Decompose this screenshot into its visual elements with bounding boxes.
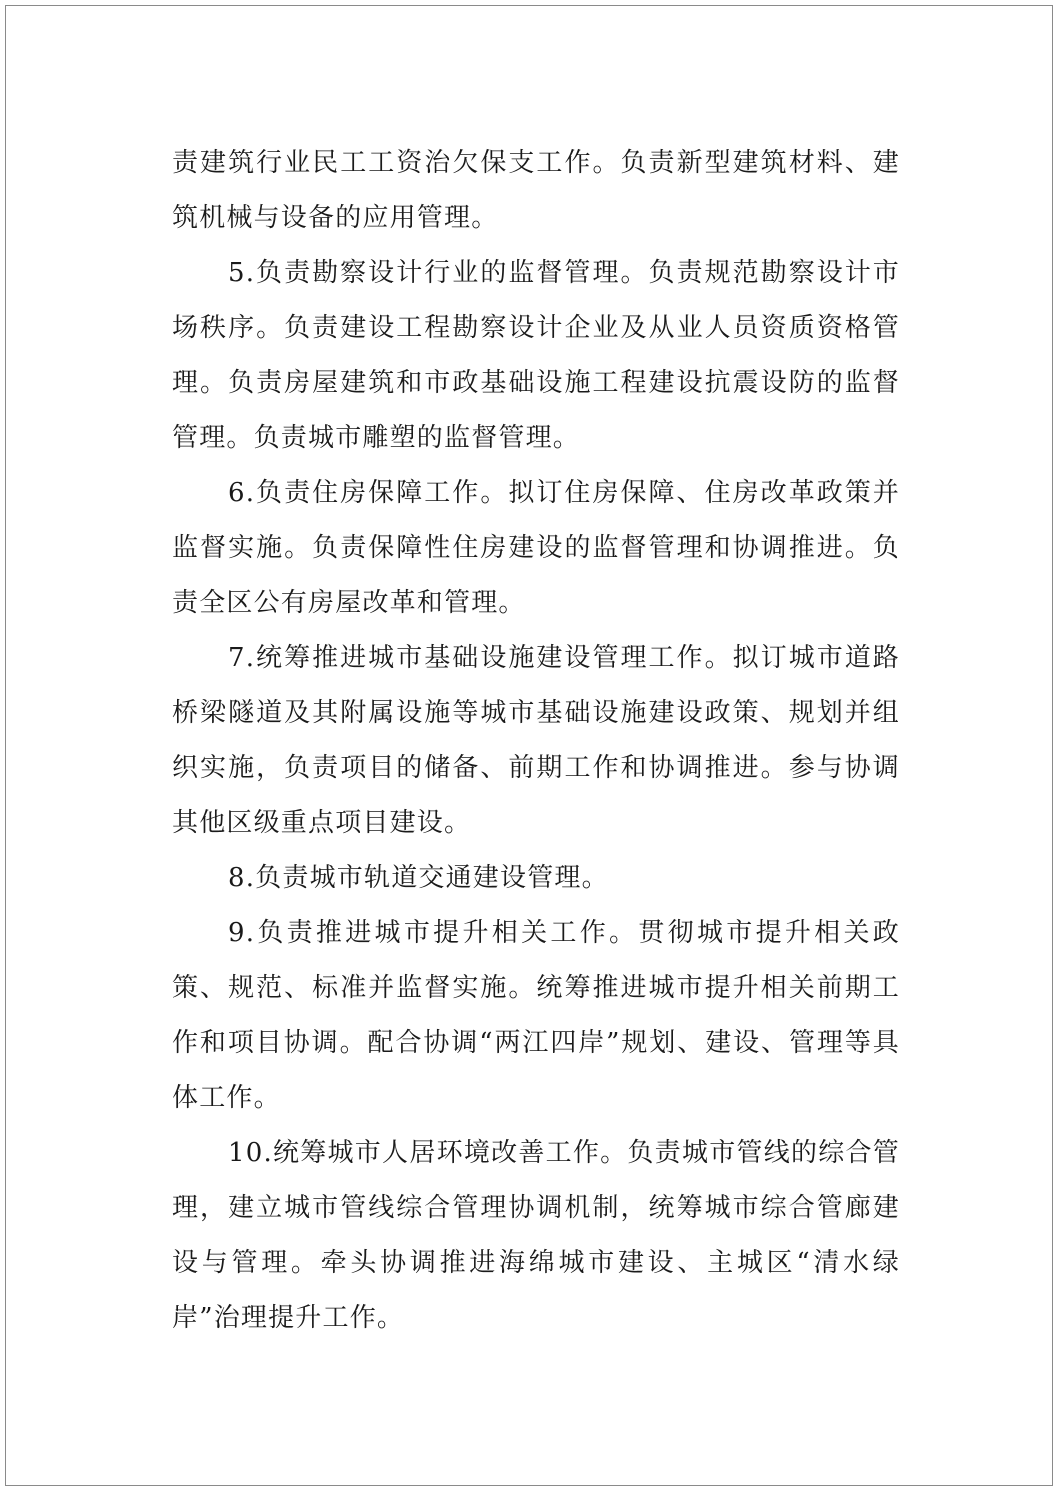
document-body	[172, 136, 900, 1346]
paragraph-item-8: 8.负责城市轨道交通建设管理。	[228, 863, 609, 893]
paragraph-continued: 责建筑行业民工工资治欠保支工作。负责新型建筑材料、建筑机械与设备的应用管理。	[172, 148, 900, 233]
paragraph-item-10: 10.统筹城市人居环境改善工作。负责城市管线的综合管理，建立城市管线综合管理协调机制，统筹城市综合管廊建设与管理。牵头协调推进海绵城市建设、主城区“清水绿岸”治理提升工作。	[172, 1138, 900, 1333]
document-page	[5, 5, 1053, 1486]
paragraph-item-9: 9.负责推进城市提升相关工作。贯彻城市提升相关政策、规范、标准并监督实施。统筹推进城市提升相关前期工作和项目协调。配合协调“两江四岸”规划、建设、管理等具体工作。	[172, 918, 900, 1113]
paragraph-item-6: 6.负责住房保障工作。拟订住房保障、住房改革政策并监督实施。负责保障性住房建设的监督管理和协调推进。负责全区公有房屋改革和管理。	[172, 478, 900, 618]
paragraph-item-5: 5.负责勘察设计行业的监督管理。负责规范勘察设计市场秩序。负责建设工程勘察设计企业及从业人员资质资格管理。负责房屋建筑和市政基础设施工程建设抗震设防的监督管理。负责城市雕塑的监督管理。	[172, 258, 900, 453]
paragraph-item-7: 7.统筹推进城市基础设施建设管理工作。拟订城市道路桥梁隧道及其附属设施等城市基础设施建设政策、规划并组织实施，负责项目的储备、前期工作和协调推进。参与协调其他区级重点项目建设。	[172, 643, 900, 838]
